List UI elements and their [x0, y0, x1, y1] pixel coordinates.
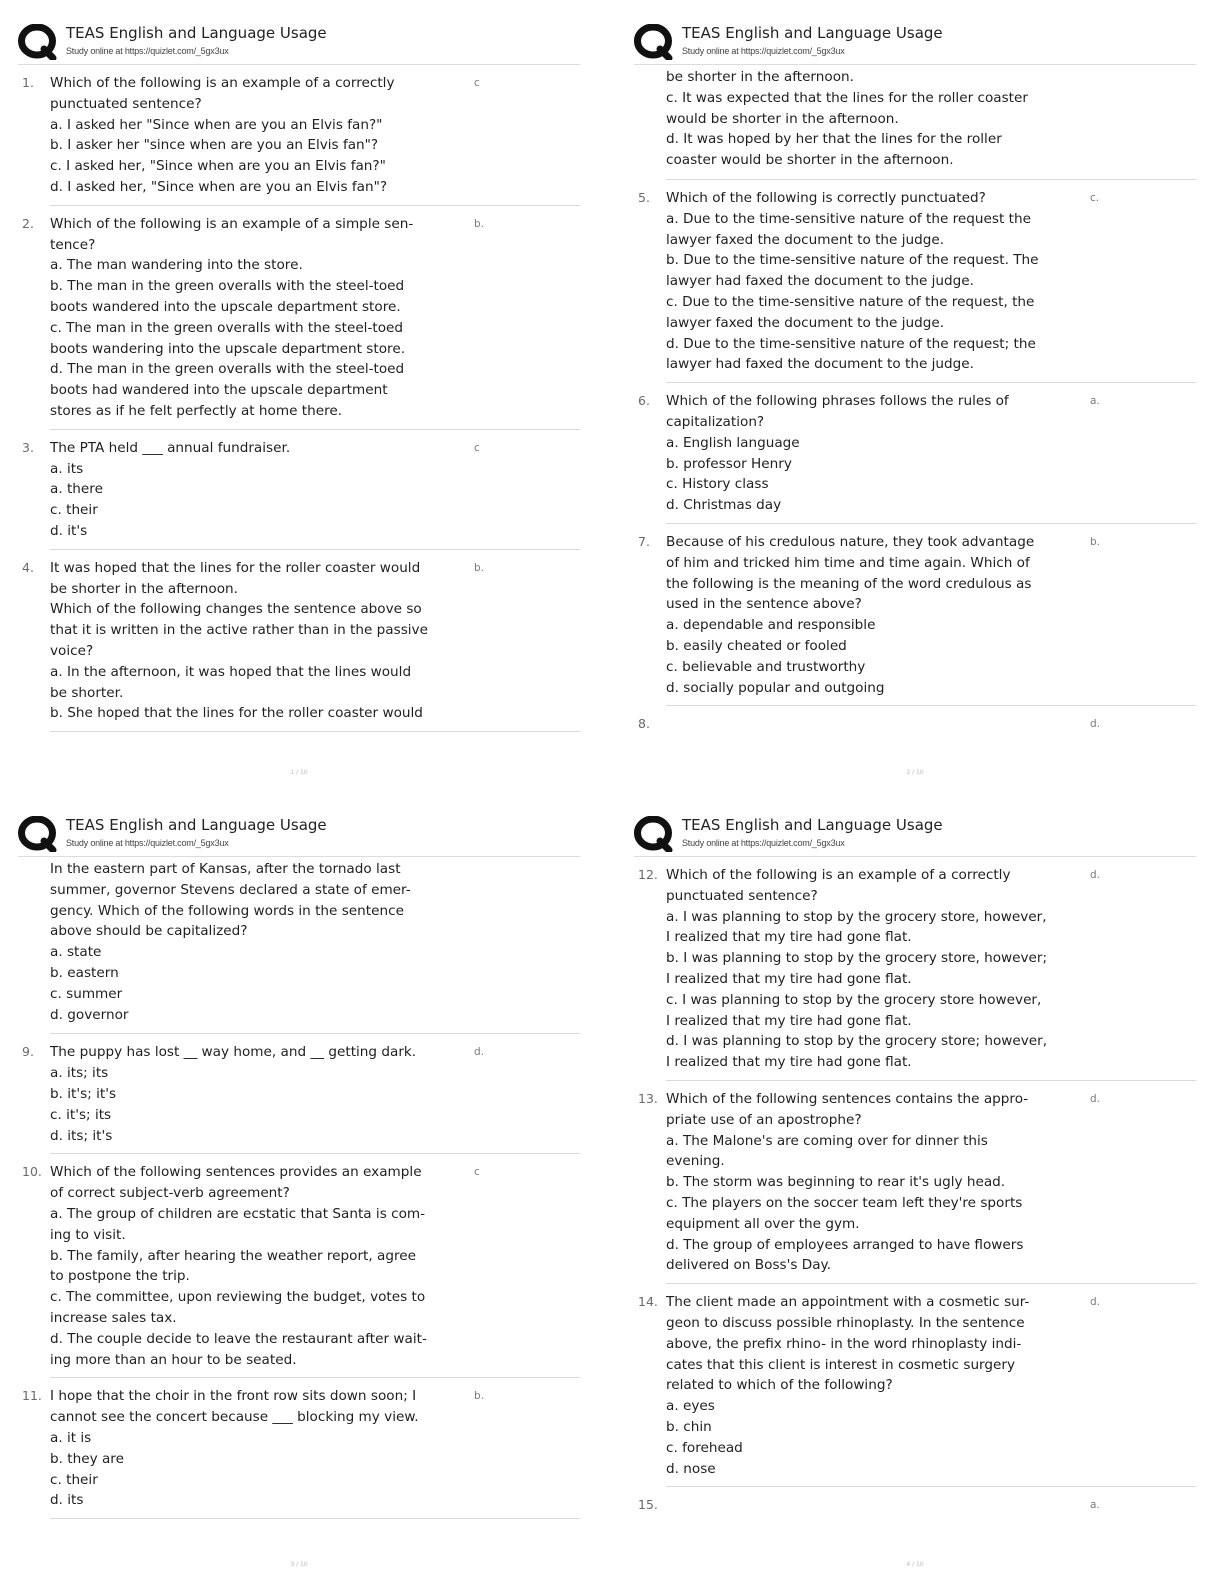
question-item	[50, 857, 580, 1034]
answer-key: d.	[1090, 1092, 1101, 1105]
question-line: a. eyes	[666, 1398, 715, 1415]
question-line: that it is written in the active rather than in the passive	[50, 622, 428, 639]
question-line: c. believable and trustworthy	[666, 658, 866, 675]
question-text: Which of the following is an example of a simple sen-	[50, 215, 414, 232]
question-line: c. History class	[666, 476, 769, 493]
question-text: Which of the following phrases follows the rules of	[666, 393, 1009, 410]
question-item	[638, 180, 1196, 383]
question-line: c. their	[50, 1471, 98, 1488]
page-number: 1 / 10	[290, 769, 308, 776]
question-item	[22, 1034, 580, 1154]
question-item	[638, 706, 1196, 742]
question-line: d. it's	[50, 522, 88, 539]
question-line: c. their	[50, 502, 98, 519]
question-line: used in the sentence above?	[666, 596, 862, 613]
page-4	[634, 812, 1196, 1572]
document-subtitle: Study online at https://quizlet.com/_5gx3ux	[66, 838, 229, 848]
question-item	[638, 857, 1196, 1081]
question-text: In the eastern part of Kansas, after the tornado last	[50, 861, 401, 877]
question-line: related to which of the following?	[666, 1377, 893, 1394]
question-line: lawyer had faxed the document to the judge.	[666, 273, 974, 290]
quizlet-logo-icon	[18, 24, 58, 60]
document-subtitle: Study online at https://quizlet.com/_5gx3ux	[66, 46, 229, 56]
question-line: boots had wandered into the upscale department	[50, 382, 388, 399]
question-line: d. I was planning to stop by the grocery store; however,	[666, 1033, 1048, 1050]
question-text: Which of the following is correctly punctuated?	[666, 189, 986, 206]
answer-key: d.	[1090, 869, 1101, 881]
question-line: b. chin	[666, 1418, 712, 1435]
question-text: It was hoped that the lines for the roller coaster would	[50, 559, 421, 576]
question-line: c. summer	[50, 985, 123, 1002]
question-line: I realized that my tire had gone flat.	[666, 929, 912, 946]
answer-key: d.	[1090, 718, 1101, 731]
question-line: tence?	[50, 236, 96, 253]
document-title: TEAS English and Language Usage	[682, 24, 943, 42]
question-line: punctuated sentence?	[50, 95, 202, 112]
answer-key: a.	[1090, 395, 1100, 408]
question-line: a. In the afternoon, it was hoped that the lines would	[50, 663, 412, 680]
question-text: Which of the following is an example of a correctly	[50, 75, 395, 91]
question-text: The client made an appointment with a cosmetic sur-	[666, 1294, 1030, 1311]
question-line: d. Christmas day	[666, 497, 782, 514]
question-item	[22, 1378, 580, 1519]
question-line: b. they are	[50, 1450, 124, 1467]
page-2	[634, 20, 1196, 780]
question-line: of him and tricked him time and time again. Which of	[666, 554, 1030, 571]
question-line: b. professor Henry	[666, 455, 792, 472]
question-line: b. easily cheated or fooled	[666, 637, 847, 654]
answer-key: b.	[474, 217, 485, 230]
question-number: 4.	[22, 559, 34, 575]
question-line: lawyer faxed the document to the judge.	[666, 231, 945, 248]
question-item	[22, 65, 580, 206]
question-line: c. The players on the soccer team left they're sports	[666, 1194, 1023, 1211]
question-line: cannot see the concert because ___ blocking my view.	[50, 1409, 419, 1426]
document-title: TEAS English and Language Usage	[66, 24, 327, 42]
page-1	[18, 20, 580, 780]
answer-key: b.	[1090, 535, 1101, 548]
question-line: be shorter in the afternoon.	[50, 580, 238, 597]
question-line: d. nose	[666, 1460, 716, 1477]
question-item	[638, 1284, 1196, 1487]
question-line: boots wandering into the upscale department store.	[50, 340, 406, 357]
question-number: 6.	[638, 393, 650, 409]
question-number: 15.	[638, 1497, 658, 1513]
question-line: above, the prefix rhino- in the word rhinoplasty indi-	[666, 1335, 1022, 1352]
question-line: capitalization?	[666, 413, 765, 430]
question-line: c. The committee, upon reviewing the budget, votes to	[50, 1289, 426, 1306]
question-line: ing more than an hour to be seated.	[50, 1351, 297, 1368]
question-line: I realized that my tire had gone flat.	[666, 970, 912, 987]
question-line: c. Due to the time-sensitive nature of the request, the	[666, 293, 1035, 310]
question-line: I realized that my tire had gone flat.	[666, 1012, 912, 1029]
question-number: 9.	[22, 1044, 34, 1060]
question-line: b. it's; it's	[50, 1085, 117, 1102]
question-line: voice?	[50, 642, 94, 659]
question-line: b. I asker her "since when are you an Elvis fan"?	[50, 137, 379, 154]
question-line: d. governor	[50, 1006, 129, 1023]
question-line: ing to visit.	[50, 1226, 126, 1243]
question-line: a. The group of children are ecstatic that Santa is com-	[50, 1205, 426, 1222]
document-subtitle: Study online at https://quizlet.com/_5gx3ux	[682, 46, 845, 56]
question-line: would be shorter in the afternoon.	[666, 110, 899, 127]
answer-key: b.	[474, 561, 485, 574]
question-line: d. The couple decide to leave the restaurant after wait-	[50, 1330, 427, 1347]
question-line: d. The man in the green overalls with the steel-toed	[50, 361, 405, 378]
question-line: evening.	[666, 1153, 725, 1170]
question-line: a. its	[50, 460, 84, 477]
question-list	[18, 65, 580, 732]
question-line: Which of the following changes the sentence above so	[50, 601, 422, 618]
page-header	[634, 812, 1196, 856]
question-text: The puppy has lost __ way home, and __ getting dark.	[50, 1044, 417, 1061]
question-line: I realized that my tire had gone flat.	[666, 1054, 912, 1071]
question-line: a. state	[50, 944, 102, 961]
question-line: stores as if he felt perfectly at home there.	[50, 402, 343, 419]
question-line: increase sales tax.	[50, 1309, 177, 1326]
question-number: 5.	[638, 189, 650, 205]
question-text: Which of the following is an example of a correctly	[666, 867, 1011, 883]
page-number: 3 / 10	[290, 1561, 308, 1568]
answer-key: a.	[1090, 1499, 1100, 1512]
question-line: b. Due to the time-sensitive nature of the request. The	[666, 252, 1039, 269]
question-line: a. I asked her "Since when are you an Elvis fan?"	[50, 116, 383, 133]
question-line: a. English language	[666, 434, 800, 451]
document-title: TEAS English and Language Usage	[66, 816, 327, 834]
quizlet-logo-icon	[634, 24, 674, 60]
answer-key: c	[474, 441, 480, 454]
question-line: c. forehead	[666, 1439, 743, 1456]
question-number: 13.	[638, 1090, 658, 1106]
page-number: 2 / 10	[906, 769, 924, 776]
page-number: 4 / 10	[906, 1561, 924, 1568]
question-line: d. It was hoped by her that the lines for the roller	[666, 131, 1002, 148]
question-item	[638, 1487, 1196, 1523]
question-number: 11.	[22, 1388, 42, 1404]
answer-key: c.	[1090, 191, 1100, 204]
question-line: above should be capitalized?	[50, 923, 248, 940]
question-item	[22, 206, 580, 430]
question-line: of correct subject-verb agreement?	[50, 1185, 290, 1202]
question-text: Because of his credulous nature, they took advantage	[666, 533, 1035, 550]
question-line: cates that this client is interest in cosmetic surgery	[666, 1356, 1016, 1373]
question-item	[638, 524, 1196, 706]
question-line: the following is the meaning of the word credulous as	[666, 575, 1032, 592]
quizlet-logo-icon	[634, 816, 674, 852]
page-header	[634, 20, 1196, 64]
question-text: I hope that the choir in the front row sits down soon; I	[50, 1388, 417, 1405]
question-line: a. its; its	[50, 1065, 109, 1082]
question-line: priate use of an apostrophe?	[666, 1111, 862, 1128]
question-line: d. Due to the time-sensitive nature of the request; the	[666, 335, 1036, 352]
document-title: TEAS English and Language Usage	[682, 816, 943, 834]
question-line: a. The Malone's are coming over for dinner this	[666, 1132, 988, 1149]
question-line: a. The man wandering into the store.	[50, 257, 303, 274]
question-line: d. its	[50, 1492, 84, 1509]
question-line: lawyer had faxed the document to the judge.	[666, 356, 974, 373]
question-line: boots wandered into the upscale department store.	[50, 298, 401, 315]
question-line: b. The family, after hearing the weather report, agree	[50, 1247, 416, 1264]
page-header	[18, 20, 580, 64]
quizlet-logo-icon	[18, 816, 58, 852]
question-number: 10.	[22, 1164, 42, 1180]
question-line: to postpone the trip.	[50, 1268, 190, 1285]
question-number: 1.	[22, 75, 34, 90]
question-line: summer, governor Stevens declared a state of emer-	[50, 881, 411, 898]
page-3	[18, 812, 580, 1572]
question-line: equipment all over the gym.	[666, 1215, 860, 1232]
question-item	[22, 1154, 580, 1378]
question-line: b. She hoped that the lines for the roller coaster would	[50, 705, 423, 722]
question-line: coaster would be shorter in the afternoon.	[666, 152, 954, 169]
question-line: c. The man in the green overalls with the steel-toed	[50, 319, 404, 336]
question-list	[18, 857, 580, 1519]
question-item	[22, 550, 580, 732]
question-list	[634, 857, 1196, 1523]
question-line: delivered on Boss's Day.	[666, 1257, 831, 1274]
question-line: a. there	[50, 481, 103, 498]
question-line: a. Due to the time-sensitive nature of the request the	[666, 210, 1031, 227]
question-line: b. I was planning to stop by the grocery store, however;	[666, 950, 1048, 967]
question-text: Which of the following sentences contains the appro-	[666, 1090, 1029, 1107]
question-line: geon to discuss possible rhinoplasty. In the sentence	[666, 1314, 1025, 1331]
question-number: 7.	[638, 533, 650, 549]
answer-key: b.	[474, 1390, 485, 1403]
question-line: punctuated sentence?	[666, 887, 818, 904]
question-line: a. I was planning to stop by the grocery store, however,	[666, 908, 1047, 925]
question-line: c. I was planning to stop by the grocery store however,	[666, 991, 1042, 1008]
question-number: 3.	[22, 439, 34, 455]
question-line: a. dependable and responsible	[666, 617, 876, 634]
document-subtitle: Study online at https://quizlet.com/_5gx3ux	[682, 838, 845, 848]
question-line: lawyer faxed the document to the judge.	[666, 314, 945, 331]
question-list	[634, 65, 1196, 742]
question-item	[638, 383, 1196, 524]
question-number: 8.	[638, 716, 650, 732]
answer-key: d.	[474, 1046, 485, 1059]
question-line: d. I asked her, "Since when are you an Elvis fan"?	[50, 178, 388, 195]
page-header	[18, 812, 580, 856]
question-line: c. it's; its	[50, 1106, 112, 1123]
question-number: 2.	[22, 215, 34, 231]
question-item	[666, 65, 1196, 180]
question-line: b. eastern	[50, 964, 119, 981]
question-number: 14.	[638, 1294, 658, 1310]
question-text: Which of the following sentences provides an example	[50, 1164, 422, 1181]
question-line: a. it is	[50, 1429, 92, 1446]
question-line: d. socially popular and outgoing	[666, 679, 885, 696]
question-line: d. its; it's	[50, 1127, 113, 1144]
question-line: d. The group of employees arranged to have flowers	[666, 1236, 1024, 1253]
answer-key: c	[474, 1166, 480, 1179]
question-text: The PTA held ___ annual fundraiser.	[50, 439, 291, 456]
question-line: c. I asked her, "Since when are you an Elvis fan?"	[50, 158, 386, 175]
question-text: be shorter in the afternoon.	[666, 69, 854, 85]
question-line: gency. Which of the following words in the sentence	[50, 902, 404, 919]
question-item	[638, 1081, 1196, 1284]
question-line: be shorter.	[50, 684, 124, 701]
question-item	[22, 430, 580, 550]
question-line: b. The man in the green overalls with the steel-toed	[50, 278, 405, 295]
answer-key: d.	[1090, 1296, 1101, 1309]
question-number: 12.	[638, 867, 658, 882]
answer-key: c	[474, 77, 480, 89]
question-line: c. It was expected that the lines for the roller coaster	[666, 89, 1028, 106]
question-line: b. The storm was beginning to rear it's ugly head.	[666, 1174, 1006, 1191]
